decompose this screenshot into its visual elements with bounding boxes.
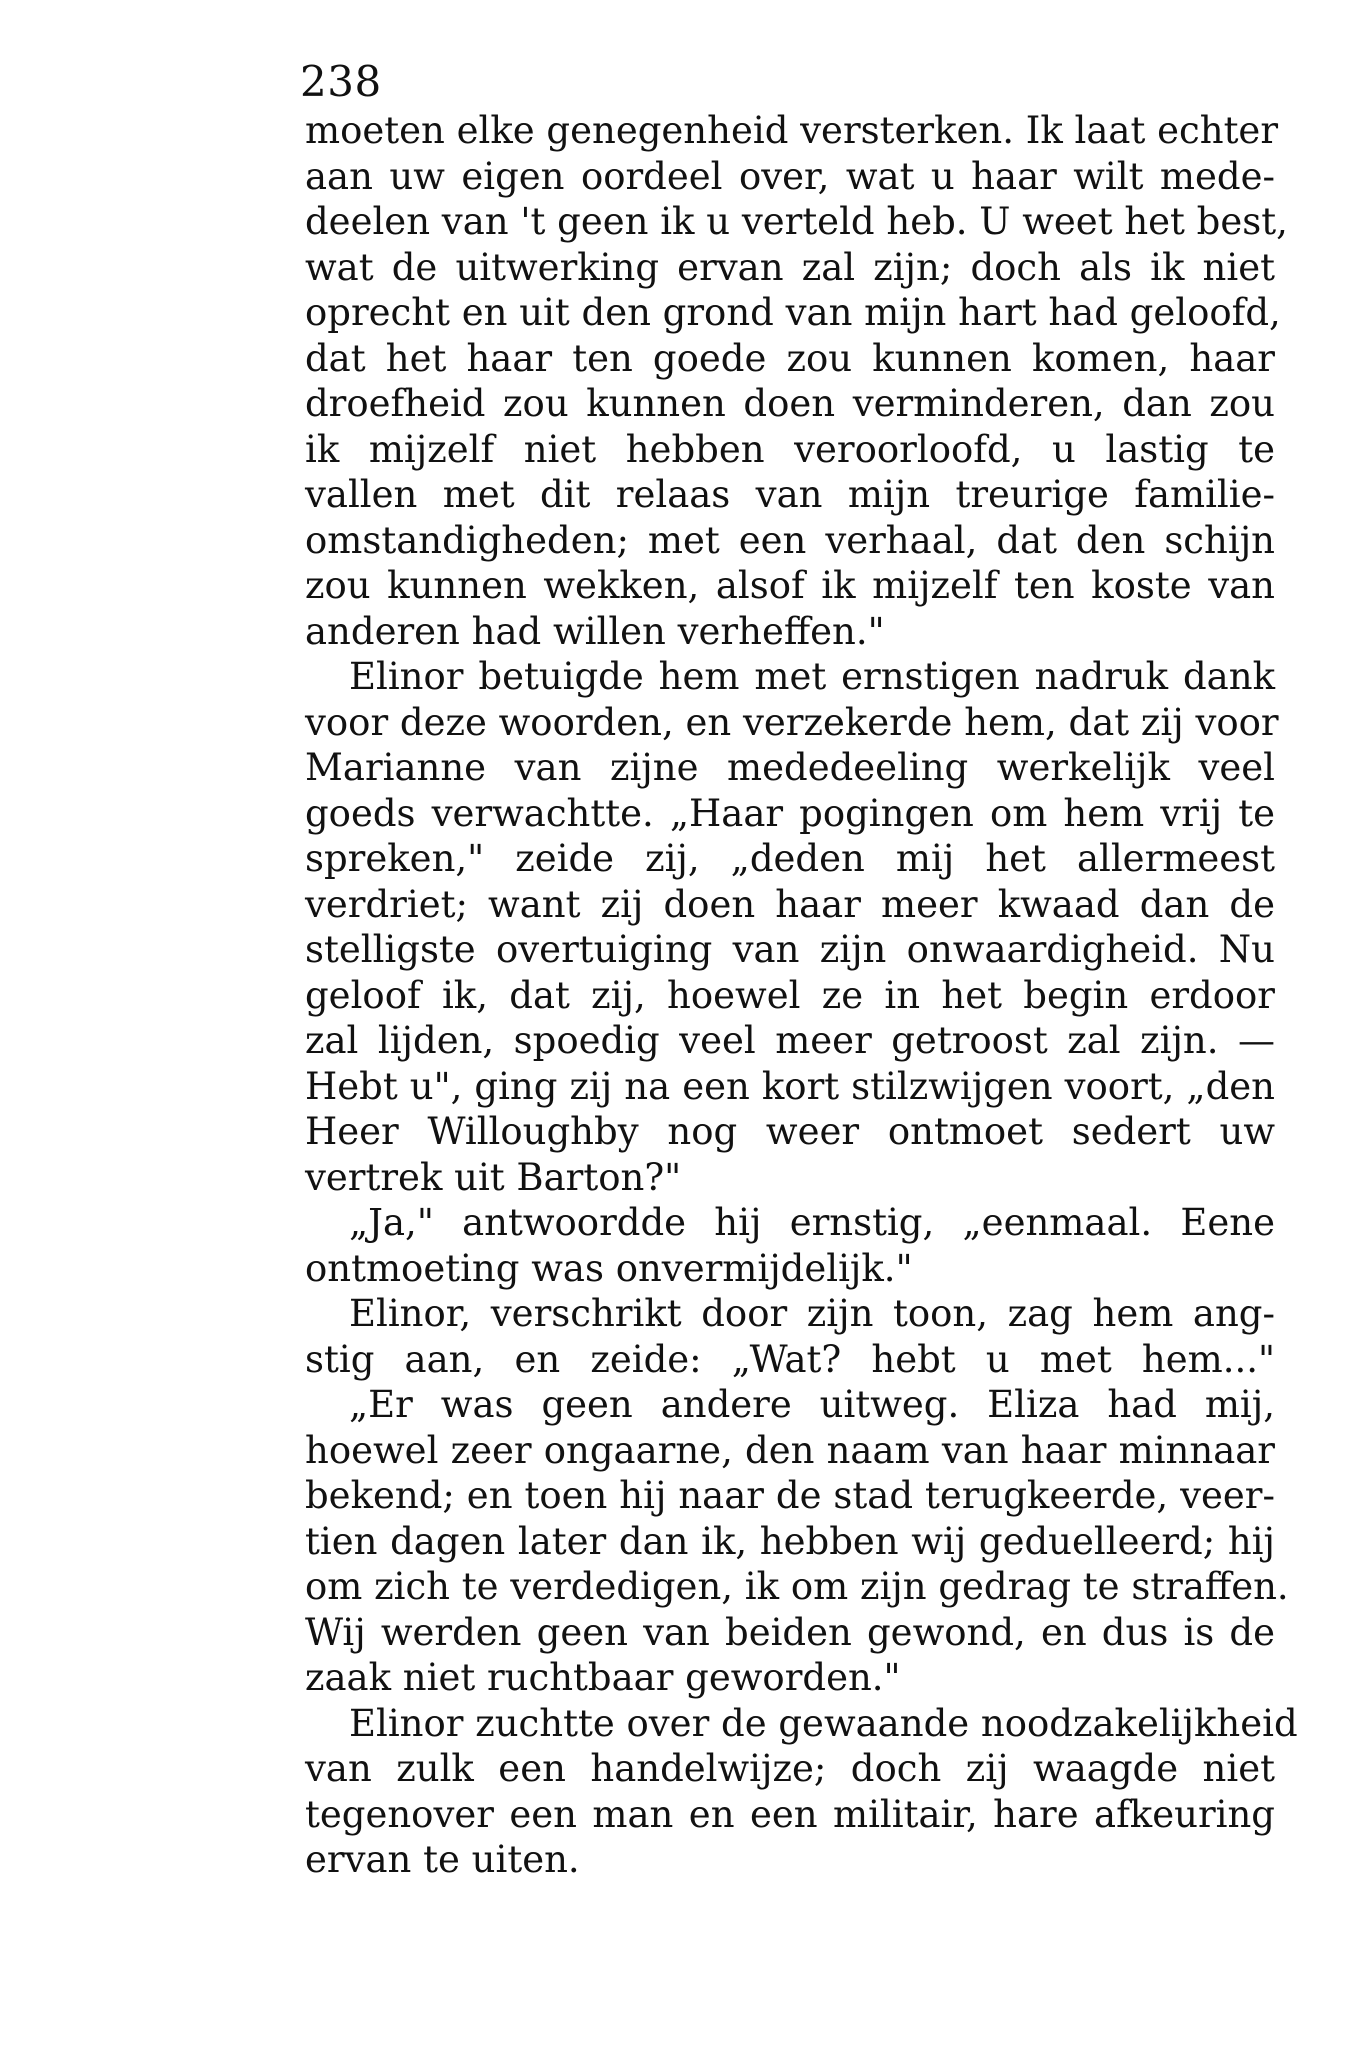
text-line: „Er was geen andere uitweg. Eliza had mij, <box>349 1383 1275 1426</box>
text-line: zou kunnen wekken, alsof ik mijzelf ten koste van <box>305 564 1275 607</box>
text-line: bekend; en toen hij naar de stad terugkeerde, veer- <box>305 1474 1275 1517</box>
text-line: Wij werden geen van beiden gewond, en dus is de <box>305 1610 1275 1654</box>
text-line: Elinor zuchtte over de gewaande noodzakelijkheid <box>349 1701 1298 1745</box>
text-line: verdriet; want zij doen haar meer kwaad dan de <box>305 882 1275 926</box>
text-line: ontmoeting was onvermijdelijk." <box>305 1246 913 1290</box>
text-line: hoewel zeer ongaarne, den naam van haar minnaar <box>305 1428 1275 1472</box>
page-number: 238 <box>300 57 382 106</box>
text-line: stig aan, en zeide: „Wat? hebt u met hem..." <box>305 1337 1275 1381</box>
text-line: goeds verwachtte. „Haar pogingen om hem vrij te <box>305 791 1275 835</box>
text-line: aan uw eigen oordeel over, wat u haar wilt mede- <box>305 154 1275 198</box>
text-line: voor deze woorden, en verzekerde hem, dat zij voor <box>305 700 1279 744</box>
text-line: zaak niet ruchtbaar geworden." <box>305 1656 901 1699</box>
text-line: ik mijzelf niet hebben veroorloofd, u lastig te <box>305 427 1275 471</box>
text-line: stelligste overtuiging van zijn onwaardigheid. Nu <box>305 928 1275 971</box>
text-line: deelen van 't geen ik u verteld heb. U weet het best, <box>305 200 1288 243</box>
text-line: Heer Willoughby nog weer ontmoet sedert uw <box>305 1110 1275 1153</box>
text-line: tien dagen later dan ik, hebben wij geduelleerd; hij <box>305 1519 1275 1563</box>
text-line: dat het haar ten goede zou kunnen komen, haar <box>305 336 1275 380</box>
text-line: „Ja," antwoordde hij ernstig, „eenmaal. Eene <box>349 1201 1275 1244</box>
text-line: droefheid zou kunnen doen verminderen, dan zou <box>305 382 1275 425</box>
text-line: moeten elke genegenheid versterken. Ik laat echter <box>305 109 1279 152</box>
text-line: Elinor betuigde hem met ernstigen nadruk dank <box>349 655 1275 698</box>
text-line: Hebt u", ging zij na een kort stilzwijgen voort, „den <box>305 1064 1275 1108</box>
text-line: spreken," zeide zij, „deden mij het allermeest <box>305 837 1275 880</box>
text-line: vertrek uit Barton?" <box>305 1155 682 1199</box>
body-text <box>305 108 1298 1883</box>
text-line: geloof ik, dat zij, hoewel ze in het begin erdoor <box>305 973 1275 1017</box>
text-line: tegenover een man en een militair, hare afkeuring <box>305 1792 1275 1836</box>
text-line: Elinor, verschrikt door zijn toon, zag hem ang- <box>349 1292 1275 1335</box>
text-line: om zich te verdedigen, ik om zijn gedrag te straffen. <box>305 1565 1289 1608</box>
text-line: Marianne van zijne mededeeling werkelijk veel <box>305 746 1275 789</box>
text-line: omstandigheden; met een verhaal, dat den schijn <box>305 518 1275 562</box>
text-line: van zulk een handelwijze; doch zij waagde niet <box>305 1747 1275 1790</box>
text-line: wat de uitwerking ervan zal zijn; doch als ik niet <box>305 245 1275 289</box>
text-line: ervan te uiten. <box>305 1838 580 1881</box>
text-line: anderen had willen verheffen." <box>305 609 885 653</box>
text-line: vallen met dit relaas van mijn treurige familie- <box>305 473 1275 516</box>
text-line: oprecht en uit den grond van mijn hart had geloofd, <box>305 291 1281 334</box>
text-line: zal lijden, spoedig veel meer getroost zal zijn. — <box>305 1019 1275 1062</box>
